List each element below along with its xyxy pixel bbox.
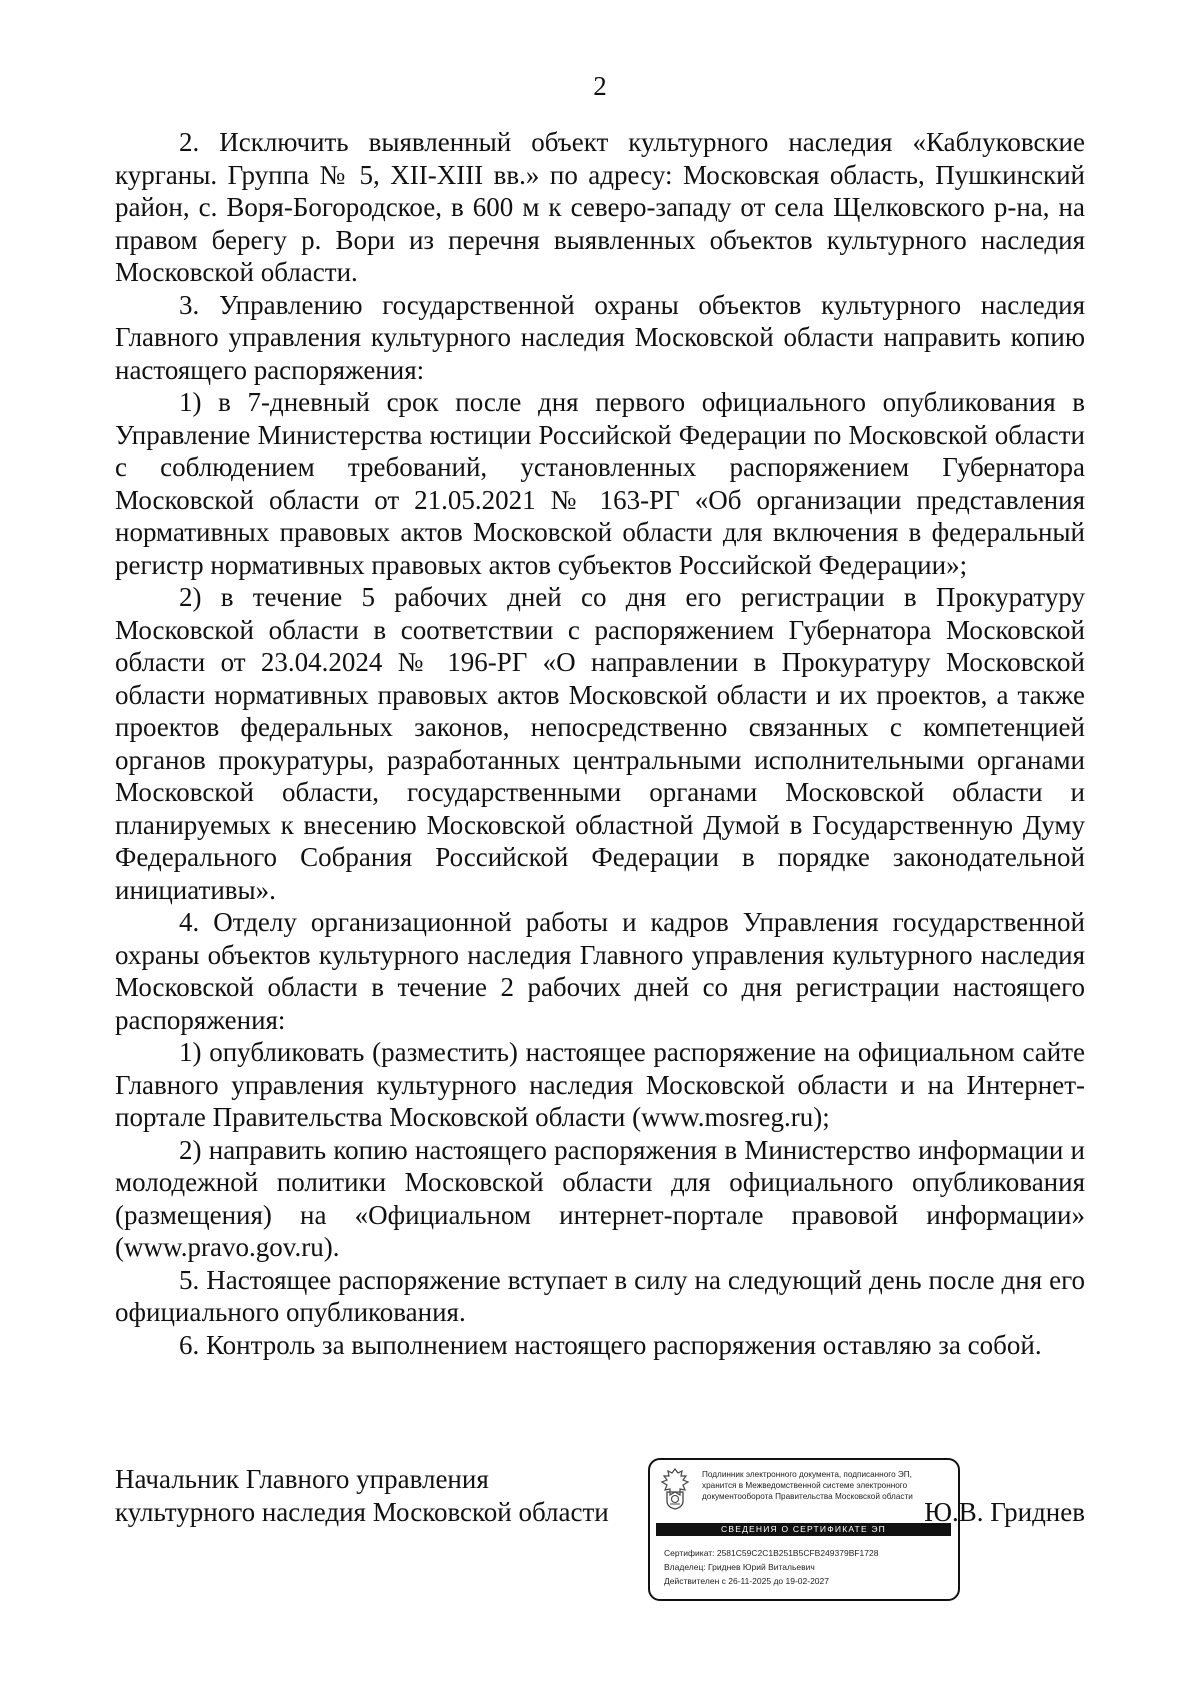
stamp-note-line1: Подлинник электронного документа, подписанного ЭП, <box>702 1470 912 1479</box>
page-number: 2 <box>593 71 607 101</box>
paragraph-item-6: 6. Контроль за выполнением настоящего распоряжения оставляю за собой. <box>179 1329 1042 1360</box>
paragraph-item-5: 5. Настоящее распоряжение вступает в силу на следующий день после дня его официального опубликования. <box>115 1264 1085 1327</box>
paragraph-item-2: 2. Исключить выявленный объект культурного наследия «Каблуковские курганы. Группа № 5, XII-XIII вв.» по адресу: Московская область, Пушкинский район, с. Воря-Богородское, в 600 м к северо-западу от села Щелковского р-на, на правом берегу р. Вори из перечня выявленных объектов культурного наследия Московской области. <box>115 127 1085 287</box>
paragraph-item-4-1: 1) опубликовать (разместить) настоящее распоряжение на официальном сайте Главного управления культурного наследия Московской области и на Интернет-портале Правительства Московской области (www.mosreg.ru); <box>115 1037 1085 1132</box>
coat-of-arms-icon <box>658 1468 692 1510</box>
certificate-number: Сертификат: 2581C59C2C1B251B5CFB249379BF1728 <box>664 1548 879 1558</box>
certificate-validity: Действителен с 26-11-2025 до 19-02-2027 <box>664 1576 829 1586</box>
paragraph-item-4-2: 2) направить копию настоящего распоряжения в Министерство информации и молодежной политики Московской области для официального опубликования (размещения) на «Официальном интернет-портале правовой информации» (www.pravo.gov.ru). <box>115 1134 1085 1262</box>
paragraph-item-3-1: 1) в 7-дневный срок после дня первого официального опубликования в Управление Министерства юстиции Российской Федерации по Московской области с соблюдением требований, установленных распоряжением Губернатора Московской области от 21.05.2021 № 163-РГ «Об организации представления нормативных правовых актов Московской области для включения в федеральный регистр нормативных правовых актов субъектов Российской Федерации»; <box>115 387 1085 580</box>
paragraph-item-3-2: 2) в течение 5 рабочих дней со дня его регистрации в Прокуратуру Московской области в соответствии с распоряжением Губернатора Московской области от 23.04.2024 № 196-РГ «О направлении в Прокуратуру Московской области нормативных правовых актов Московской области и их проектов, а также проектов федеральных законов, непосредственно связанных с компетенцией органов прокуратуры, разработанных центральными исполнительными органами Московской области, государственными органами Московской области и планируемых к внесению Московской областной Думой в Государственную Думу Федерального Собрания Российской Федерации в порядке законодательной инициативы». <box>115 582 1085 905</box>
document-body <box>115 126 1085 1361</box>
signatory-name: Ю.В. Гриднев <box>924 1497 1085 1527</box>
stamp-note-line3: документооборота Правительства Московской области <box>702 1492 913 1501</box>
electronic-signature-stamp <box>648 1458 960 1601</box>
signatory-position <box>115 1463 635 1529</box>
certificate-details <box>664 1546 954 1588</box>
stamp-note-line2: хранится в Межведомственной системе электронного <box>702 1481 908 1490</box>
stamp-note <box>702 1469 952 1502</box>
certificate-owner: Владелец: Гриднев Юрий Витальевич <box>664 1562 815 1572</box>
signatory-position-line1: Начальник Главного управления <box>115 1464 489 1494</box>
signatory-position-line2: культурного наследия Московской области <box>115 1497 609 1527</box>
paragraph-item-3: 3. Управлению государственной охраны объектов культурного наследия Главного управления культурного наследия Московской области направить копию настоящего распоряжения: <box>115 289 1085 385</box>
signature-block <box>115 1458 1085 1608</box>
paragraph-item-4: 4. Отделу организационной работы и кадров Управления государственной охраны объектов культурного наследия Главного управления культурного наследия Московской области в течение 2 рабочих дней со дня регистрации настоящего распоряжения: <box>115 907 1085 1035</box>
certificate-header: СВЕДЕНИЯ О СЕРТИФИКАТЕ ЭП <box>656 1523 951 1536</box>
